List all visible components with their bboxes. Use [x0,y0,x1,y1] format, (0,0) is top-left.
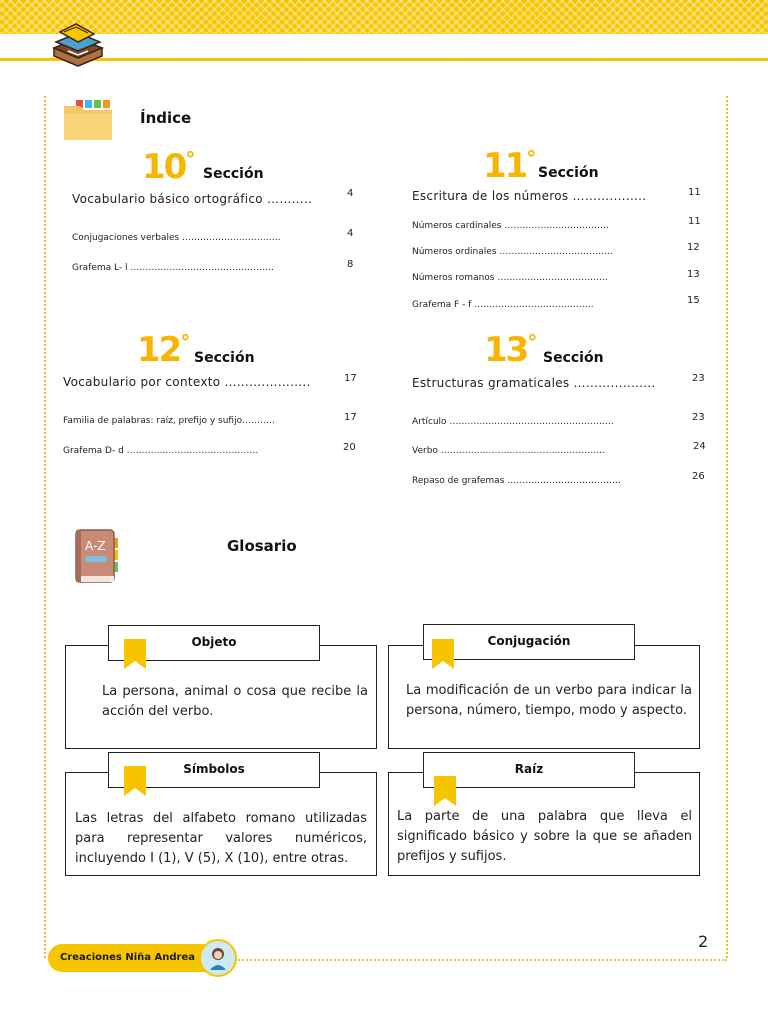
section-number: 13° [484,330,536,370]
index-page: 23 [692,373,705,384]
section-label: Sección [203,166,264,182]
index-page: 26 [692,471,705,482]
avatar-icon [198,938,238,978]
index-entry: Estructuras gramaticales ………..……… [412,376,656,390]
glossary-definition: La persona, animal o cosa que recibe la acción del verbo. [102,684,368,719]
section-number: 10° [142,147,194,187]
index-page: 17 [344,412,357,423]
index-entry: Grafema D- d ………..…………………………… [63,446,259,456]
index-page: 11 [688,216,701,227]
index-entry: Artículo …………..……………………..…………… [412,417,614,427]
index-page: 13 [687,269,700,280]
page-border-right [726,96,728,958]
index-title: Índice [140,109,192,127]
glossary-definition: La modificación de un verbo para indicar la persona, número, tiempo, modo y aspecto. [406,683,692,718]
index-entry: Números ordinales ………..……………………… [412,247,614,257]
index-entry: Números cardinales ………………..…………… [412,221,610,231]
glossary-term: Símbolos [108,752,320,788]
glossary-definition: Las letras del alfabeto romano utilizadas para representar valores numéricos, incluyendo I (1), V (5), X (10), entre otras. [75,811,367,866]
index-page: 24 [693,441,706,452]
index-entry: Familia de palabras: raíz, prefijo y sufijo……….. [63,416,275,426]
section-number: 12° [137,330,189,370]
section-number: 11° [483,146,535,186]
bookmark-icon [124,639,146,669]
glossary-definition: La parte de una palabra que lleva el significado básico y sobre la que se añaden prefijos y sufijos. [397,809,692,864]
books-icon [48,18,108,78]
glossary-term: Conjugación [423,624,635,660]
index-page: 11 [688,187,701,198]
index-entry: Repaso de grafemas ………..……………………… [412,476,621,486]
az-book-icon [70,526,126,586]
index-entry: Conjugaciones verbales ……………..……………. [72,233,281,243]
bookmark-icon [432,639,454,669]
index-entry: Escritura de los números ……….…….. [412,189,647,203]
index-page: 12 [687,242,700,253]
index-page: 4 [347,228,354,239]
index-page: 17 [344,373,357,384]
page-border-bottom [235,959,727,961]
index-page: 4 [347,188,354,199]
index-entry: Grafema L- l ……………..…………………………. [72,263,274,273]
glossary-term: Objeto [108,625,320,661]
index-entry: Números romanos ………..…………………….. [412,273,608,283]
folder-icon [62,98,116,142]
glossary-term: Raíz [423,752,635,788]
footer-brand: Creaciones Niña Andrea [60,952,195,963]
svg-text:A-Z: A-Z [85,539,106,553]
page-number: 2 [698,932,709,951]
top-pattern-band [0,0,768,34]
index-entry: Verbo …………..……………………..…………… [412,446,606,456]
section-label: Sección [543,350,604,366]
index-page: 8 [347,259,354,270]
top-divider [0,58,768,61]
index-page: 23 [692,412,705,423]
page-border-left [44,96,46,958]
index-entry: Vocabulario básico ortográfico ……….. [72,192,313,206]
index-page: 15 [687,295,700,306]
bookmark-icon [434,776,456,806]
index-entry: Vocabulario por contexto ……….……….. [63,375,311,389]
index-entry: Grafema F - f ………...………………………. [412,300,594,310]
section-label: Sección [194,350,255,366]
section-label: Sección [538,165,599,181]
glossary-title: Glosario [227,537,297,555]
bookmark-icon [124,766,146,796]
index-page: 20 [343,442,356,453]
